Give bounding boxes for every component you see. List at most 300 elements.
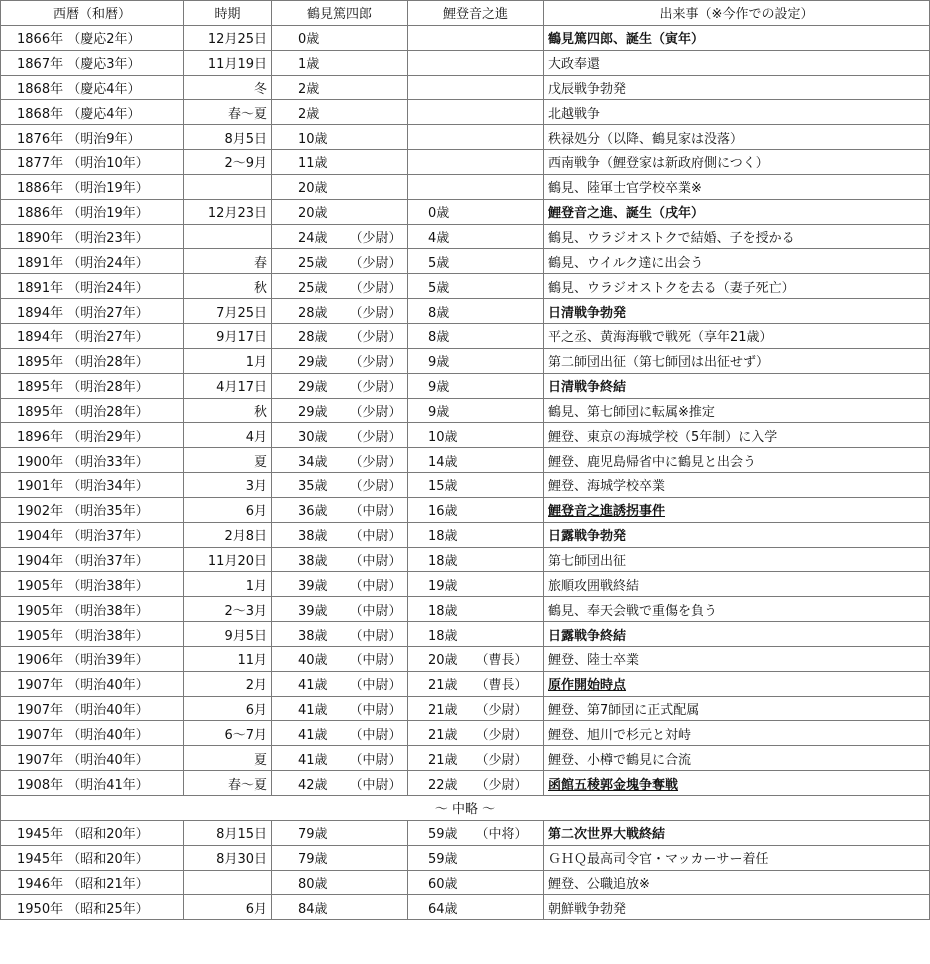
event-cell: 鯉登、小樽で鶴見に合流	[544, 746, 930, 771]
event-cell: 鯉登音之進誘拐事件	[544, 497, 930, 522]
event-cell: 平之丞、黄海海戦で戦死（享年21歳）	[544, 323, 930, 348]
date-cell: 11月19日	[184, 50, 272, 75]
koito-cell	[408, 721, 544, 746]
koito-rank: （中将）	[475, 827, 528, 843]
tsurumi-age: 30歳	[298, 429, 328, 445]
koito-cell	[408, 522, 544, 547]
date-cell: 2～9月	[184, 150, 272, 175]
koito-age: 8歳	[428, 330, 450, 346]
koito-cell	[408, 622, 544, 647]
event-cell: 日清戦争勃発	[544, 299, 930, 324]
event-cell: 戊辰戦争勃発	[544, 75, 930, 100]
koito-cell	[408, 50, 544, 75]
table-row	[1, 646, 930, 671]
date-cell: 7月25日	[184, 299, 272, 324]
tsurumi-rank: （少尉）	[349, 404, 402, 420]
tsurumi-age: 2歳	[298, 81, 320, 97]
event-cell: 日露戦争勃発	[544, 522, 930, 547]
tsurumi-age: 84歳	[298, 901, 328, 917]
table-row	[1, 299, 930, 324]
event-cell: 鶴見篤四郎、誕生（寅年）	[544, 25, 930, 50]
koito-cell	[408, 25, 544, 50]
table-row	[1, 348, 930, 373]
year-cell: 1894年 （明治27年）	[1, 323, 184, 348]
table-row	[1, 274, 930, 299]
koito-cell	[408, 174, 544, 199]
table-row	[1, 125, 930, 150]
tsurumi-cell	[272, 497, 408, 522]
year-cell: 1950年 （昭和25年）	[1, 895, 184, 920]
tsurumi-cell	[272, 572, 408, 597]
event-cell: 鯉登音之進、誕生（戌年）	[544, 199, 930, 224]
koito-cell	[408, 373, 544, 398]
event-cell: 鶴見、奉天会戦で重傷を負う	[544, 597, 930, 622]
tsurumi-cell	[272, 547, 408, 572]
year-cell: 1891年 （明治24年）	[1, 249, 184, 274]
event-cell: 鯉登、陸士卒業	[544, 646, 930, 671]
tsurumi-age: 25歳	[298, 280, 328, 296]
tsurumi-rank: （少尉）	[349, 380, 402, 396]
tsurumi-age: 29歳	[298, 355, 328, 371]
koito-age: 9歳	[428, 355, 450, 371]
tsurumi-cell	[272, 746, 408, 771]
tsurumi-age: 10歳	[298, 131, 328, 147]
koito-cell	[408, 323, 544, 348]
tsurumi-cell	[272, 696, 408, 721]
event-cell: 鯉登、鹿児島帰省中に鶴見と出会う	[544, 448, 930, 473]
table-row	[1, 547, 930, 572]
table-row	[1, 721, 930, 746]
table-row	[1, 845, 930, 870]
tsurumi-cell	[272, 622, 408, 647]
koito-age: 22歳	[428, 777, 458, 793]
koito-cell	[408, 299, 544, 324]
year-cell: 1906年 （明治39年）	[1, 646, 184, 671]
koito-rank: （少尉）	[475, 727, 528, 743]
koito-age: 5歳	[428, 280, 450, 296]
event-cell: 旅順攻囲戦終結	[544, 572, 930, 597]
table-row	[1, 174, 930, 199]
event-cell: 第七師団出征	[544, 547, 930, 572]
event-cell: 第二次世界大戦終結	[544, 820, 930, 845]
table-row	[1, 25, 930, 50]
table-row	[1, 373, 930, 398]
year-cell: 1907年 （明治40年）	[1, 671, 184, 696]
event-cell: ＧＨＱ最高司令官・マッカーサー着任	[544, 845, 930, 870]
tsurumi-rank: （少尉）	[349, 454, 402, 470]
koito-age: 14歳	[428, 454, 458, 470]
table-row	[1, 448, 930, 473]
tsurumi-age: 28歳	[298, 330, 328, 346]
year-cell: 1908年 （明治41年）	[1, 771, 184, 796]
tsurumi-age: 41歳	[298, 703, 328, 719]
tsurumi-age: 41歳	[298, 752, 328, 768]
date-cell: 11月20日	[184, 547, 272, 572]
tsurumi-cell	[272, 75, 408, 100]
event-cell: 鯉登、海城学校卒業	[544, 473, 930, 498]
year-cell: 1902年 （明治35年）	[1, 497, 184, 522]
table-body-before	[1, 25, 930, 795]
koito-age: 0歳	[428, 206, 450, 222]
tsurumi-age: 2歳	[298, 106, 320, 122]
koito-rank: （少尉）	[475, 703, 528, 719]
table-body-after	[1, 820, 930, 919]
koito-rank: （曹長）	[475, 653, 528, 669]
event-cell: 鶴見、陸軍士官学校卒業※	[544, 174, 930, 199]
koito-cell	[408, 597, 544, 622]
koito-age: 21歳	[428, 727, 458, 743]
tsurumi-rank: （少尉）	[349, 355, 402, 371]
tsurumi-age: 39歳	[298, 603, 328, 619]
header-tsurumi: 鶴見篤四郎	[272, 1, 408, 26]
tsurumi-age: 25歳	[298, 255, 328, 271]
tsurumi-age: 39歳	[298, 578, 328, 594]
tsurumi-cell	[272, 895, 408, 920]
tsurumi-age: 36歳	[298, 504, 328, 520]
event-cell: 原作開始時点	[544, 671, 930, 696]
koito-age: 4歳	[428, 231, 450, 247]
tsurumi-cell	[272, 323, 408, 348]
date-cell: 8月30日	[184, 845, 272, 870]
tsurumi-age: 1歳	[298, 57, 320, 73]
tsurumi-rank: （中尉）	[349, 752, 402, 768]
koito-cell	[408, 150, 544, 175]
date-cell: 12月25日	[184, 25, 272, 50]
event-cell: 鶴見、第七師団に転属※推定	[544, 398, 930, 423]
event-cell: 大政奉還	[544, 50, 930, 75]
koito-age: 10歳	[428, 429, 458, 445]
table-row	[1, 622, 930, 647]
koito-age: 21歳	[428, 752, 458, 768]
date-cell: 6～7月	[184, 721, 272, 746]
event-cell: 日清戦争終結	[544, 373, 930, 398]
event-cell: 函館五稜郭金塊争奪戦	[544, 771, 930, 796]
tsurumi-age: 80歳	[298, 876, 328, 892]
table-row	[1, 50, 930, 75]
header-date: 時期	[184, 1, 272, 26]
year-cell: 1946年 （昭和21年）	[1, 870, 184, 895]
koito-cell	[408, 448, 544, 473]
year-cell: 1891年 （明治24年）	[1, 274, 184, 299]
date-cell	[184, 174, 272, 199]
tsurumi-cell	[272, 398, 408, 423]
tsurumi-cell	[272, 522, 408, 547]
koito-cell	[408, 125, 544, 150]
event-cell: 鶴見、ウイルク達に出会う	[544, 249, 930, 274]
year-cell: 1945年 （昭和20年）	[1, 845, 184, 870]
date-cell: 8月15日	[184, 820, 272, 845]
separator-row	[1, 796, 930, 821]
tsurumi-age: 29歳	[298, 404, 328, 420]
date-cell	[184, 224, 272, 249]
table-row	[1, 771, 930, 796]
year-cell: 1866年 （慶応2年）	[1, 25, 184, 50]
tsurumi-age: 38歳	[298, 553, 328, 569]
koito-age: 21歳	[428, 703, 458, 719]
table-row	[1, 398, 930, 423]
tsurumi-cell	[272, 348, 408, 373]
tsurumi-cell	[272, 125, 408, 150]
year-cell: 1877年 （明治10年）	[1, 150, 184, 175]
koito-cell	[408, 75, 544, 100]
year-cell: 1907年 （明治40年）	[1, 746, 184, 771]
tsurumi-age: 42歳	[298, 777, 328, 793]
date-cell: 秋	[184, 274, 272, 299]
tsurumi-rank: （中尉）	[349, 504, 402, 520]
koito-age: 64歳	[428, 901, 458, 917]
tsurumi-rank: （少尉）	[349, 280, 402, 296]
date-cell: 2～3月	[184, 597, 272, 622]
date-cell: 9月5日	[184, 622, 272, 647]
year-cell: 1904年 （明治37年）	[1, 522, 184, 547]
date-cell: 4月	[184, 423, 272, 448]
date-cell: 夏	[184, 746, 272, 771]
koito-cell	[408, 199, 544, 224]
tsurumi-age: 24歳	[298, 231, 328, 247]
table-row	[1, 746, 930, 771]
koito-age: 9歳	[428, 404, 450, 420]
koito-rank: （少尉）	[475, 752, 528, 768]
koito-age: 20歳	[428, 653, 458, 669]
tsurumi-rank: （中尉）	[349, 678, 402, 694]
tsurumi-age: 38歳	[298, 529, 328, 545]
koito-cell	[408, 671, 544, 696]
event-cell: 第二師団出征（第七師団は出征せず）	[544, 348, 930, 373]
koito-age: 18歳	[428, 603, 458, 619]
date-cell: 8月5日	[184, 125, 272, 150]
koito-age: 21歳	[428, 678, 458, 694]
year-cell: 1905年 （明治38年）	[1, 572, 184, 597]
tsurumi-cell	[272, 771, 408, 796]
date-cell: 2月8日	[184, 522, 272, 547]
event-cell: 鯉登、第7師団に正式配属	[544, 696, 930, 721]
tsurumi-rank: （少尉）	[349, 305, 402, 321]
tsurumi-rank: （少尉）	[349, 255, 402, 271]
header-event: 出来事（※今作での設定）	[544, 1, 930, 26]
event-cell: 鯉登、旭川で杉元と対峙	[544, 721, 930, 746]
koito-age: 8歳	[428, 305, 450, 321]
date-cell: 11月	[184, 646, 272, 671]
koito-cell	[408, 895, 544, 920]
date-cell: 春～夏	[184, 100, 272, 125]
tsurumi-rank: （中尉）	[349, 653, 402, 669]
table-row	[1, 572, 930, 597]
koito-cell	[408, 771, 544, 796]
tsurumi-cell	[272, 671, 408, 696]
date-cell: 春	[184, 249, 272, 274]
year-cell: 1895年 （明治28年）	[1, 373, 184, 398]
tsurumi-cell	[272, 174, 408, 199]
year-cell: 1905年 （明治38年）	[1, 597, 184, 622]
koito-cell	[408, 100, 544, 125]
event-cell: 北越戦争	[544, 100, 930, 125]
date-cell: 6月	[184, 696, 272, 721]
koito-age: 18歳	[428, 628, 458, 644]
date-cell: 12月23日	[184, 199, 272, 224]
koito-cell	[408, 398, 544, 423]
tsurumi-cell	[272, 646, 408, 671]
tsurumi-rank: （少尉）	[349, 479, 402, 495]
date-cell: 6月	[184, 895, 272, 920]
tsurumi-cell	[272, 274, 408, 299]
table-row	[1, 497, 930, 522]
tsurumi-age: 35歳	[298, 479, 328, 495]
header-row	[1, 1, 930, 26]
tsurumi-rank: （中尉）	[349, 727, 402, 743]
tsurumi-rank: （少尉）	[349, 330, 402, 346]
tsurumi-rank: （少尉）	[349, 429, 402, 445]
year-cell: 1867年 （慶応3年）	[1, 50, 184, 75]
date-cell: 2月	[184, 671, 272, 696]
header-year: 西暦（和暦）	[1, 1, 184, 26]
tsurumi-cell	[272, 721, 408, 746]
tsurumi-age: 41歳	[298, 727, 328, 743]
tsurumi-age: 29歳	[298, 380, 328, 396]
koito-cell	[408, 497, 544, 522]
koito-age: 16歳	[428, 504, 458, 520]
year-cell: 1945年 （昭和20年）	[1, 820, 184, 845]
tsurumi-age: 20歳	[298, 181, 328, 197]
tsurumi-age: 34歳	[298, 454, 328, 470]
koito-age: 19歳	[428, 578, 458, 594]
koito-rank: （少尉）	[475, 777, 528, 793]
table-row	[1, 473, 930, 498]
koito-age: 9歳	[428, 380, 450, 396]
table-row	[1, 199, 930, 224]
koito-cell	[408, 249, 544, 274]
year-cell: 1890年 （明治23年）	[1, 224, 184, 249]
event-cell: 鶴見、ウラジオストクで結婚、子を授かる	[544, 224, 930, 249]
tsurumi-rank: （少尉）	[349, 231, 402, 247]
table-separator	[1, 796, 930, 821]
table-row	[1, 224, 930, 249]
tsurumi-rank: （中尉）	[349, 628, 402, 644]
tsurumi-cell	[272, 423, 408, 448]
tsurumi-age: 11歳	[298, 156, 328, 172]
table-row	[1, 671, 930, 696]
tsurumi-cell	[272, 820, 408, 845]
table-row	[1, 323, 930, 348]
tsurumi-cell	[272, 473, 408, 498]
tsurumi-cell	[272, 249, 408, 274]
tsurumi-rank: （中尉）	[349, 578, 402, 594]
koito-cell	[408, 473, 544, 498]
table-row	[1, 870, 930, 895]
date-cell: 秋	[184, 398, 272, 423]
tsurumi-cell	[272, 373, 408, 398]
date-cell: 4月17日	[184, 373, 272, 398]
tsurumi-age: 28歳	[298, 305, 328, 321]
koito-cell	[408, 274, 544, 299]
table-row	[1, 150, 930, 175]
koito-age: 5歳	[428, 255, 450, 271]
tsurumi-rank: （中尉）	[349, 603, 402, 619]
tsurumi-cell	[272, 597, 408, 622]
koito-cell	[408, 224, 544, 249]
koito-cell	[408, 646, 544, 671]
year-cell: 1886年 （明治19年）	[1, 174, 184, 199]
koito-cell	[408, 572, 544, 597]
table-row	[1, 75, 930, 100]
tsurumi-cell	[272, 870, 408, 895]
event-cell: 鶴見、ウラジオストクを去る（妻子死亡）	[544, 274, 930, 299]
tsurumi-rank: （中尉）	[349, 553, 402, 569]
table-row	[1, 597, 930, 622]
table-row	[1, 522, 930, 547]
table-row	[1, 895, 930, 920]
tsurumi-age: 0歳	[298, 32, 320, 48]
year-cell: 1907年 （明治40年）	[1, 721, 184, 746]
tsurumi-cell	[272, 50, 408, 75]
date-cell: 1月	[184, 348, 272, 373]
tsurumi-rank: （中尉）	[349, 529, 402, 545]
koito-age: 59歳	[428, 852, 458, 868]
date-cell: 春～夏	[184, 771, 272, 796]
tsurumi-cell	[272, 25, 408, 50]
koito-age: 18歳	[428, 529, 458, 545]
tsurumi-age: 20歳	[298, 206, 328, 222]
koito-rank: （曹長）	[475, 678, 528, 694]
year-cell: 1901年 （明治34年）	[1, 473, 184, 498]
koito-cell	[408, 870, 544, 895]
tsurumi-cell	[272, 299, 408, 324]
koito-age: 60歳	[428, 876, 458, 892]
table-row	[1, 423, 930, 448]
event-cell: 日露戦争終結	[544, 622, 930, 647]
table-header	[1, 1, 930, 26]
tsurumi-age: 79歳	[298, 827, 328, 843]
date-cell: 夏	[184, 448, 272, 473]
year-cell: 1868年 （慶応4年）	[1, 75, 184, 100]
year-cell: 1895年 （明治28年）	[1, 398, 184, 423]
year-cell: 1900年 （明治33年）	[1, 448, 184, 473]
separator-label: 〜 中略 〜	[1, 796, 930, 821]
koito-age: 18歳	[428, 553, 458, 569]
tsurumi-cell	[272, 199, 408, 224]
year-cell: 1907年 （明治40年）	[1, 696, 184, 721]
year-cell: 1905年 （明治38年）	[1, 622, 184, 647]
date-cell	[184, 870, 272, 895]
tsurumi-age: 40歳	[298, 653, 328, 669]
koito-cell	[408, 696, 544, 721]
date-cell: 9月17日	[184, 323, 272, 348]
year-cell: 1896年 （明治29年）	[1, 423, 184, 448]
koito-age: 15歳	[428, 479, 458, 495]
date-cell: 1月	[184, 572, 272, 597]
table-row	[1, 100, 930, 125]
event-cell: 秩禄処分（以降、鶴見家は没落）	[544, 125, 930, 150]
event-cell: 朝鮮戦争勃発	[544, 895, 930, 920]
year-cell: 1876年 （明治9年）	[1, 125, 184, 150]
header-koito: 鯉登音之進	[408, 1, 544, 26]
event-cell: 西南戦争（鯉登家は新政府側につく）	[544, 150, 930, 175]
koito-age: 59歳	[428, 827, 458, 843]
koito-cell	[408, 746, 544, 771]
year-cell: 1904年 （明治37年）	[1, 547, 184, 572]
table-row	[1, 696, 930, 721]
tsurumi-cell	[272, 150, 408, 175]
event-cell: 鯉登、公職追放※	[544, 870, 930, 895]
tsurumi-rank: （中尉）	[349, 703, 402, 719]
koito-cell	[408, 547, 544, 572]
year-cell: 1886年 （明治19年）	[1, 199, 184, 224]
koito-cell	[408, 423, 544, 448]
tsurumi-cell	[272, 845, 408, 870]
tsurumi-age: 38歳	[298, 628, 328, 644]
table-row	[1, 249, 930, 274]
date-cell: 6月	[184, 497, 272, 522]
date-cell: 冬	[184, 75, 272, 100]
